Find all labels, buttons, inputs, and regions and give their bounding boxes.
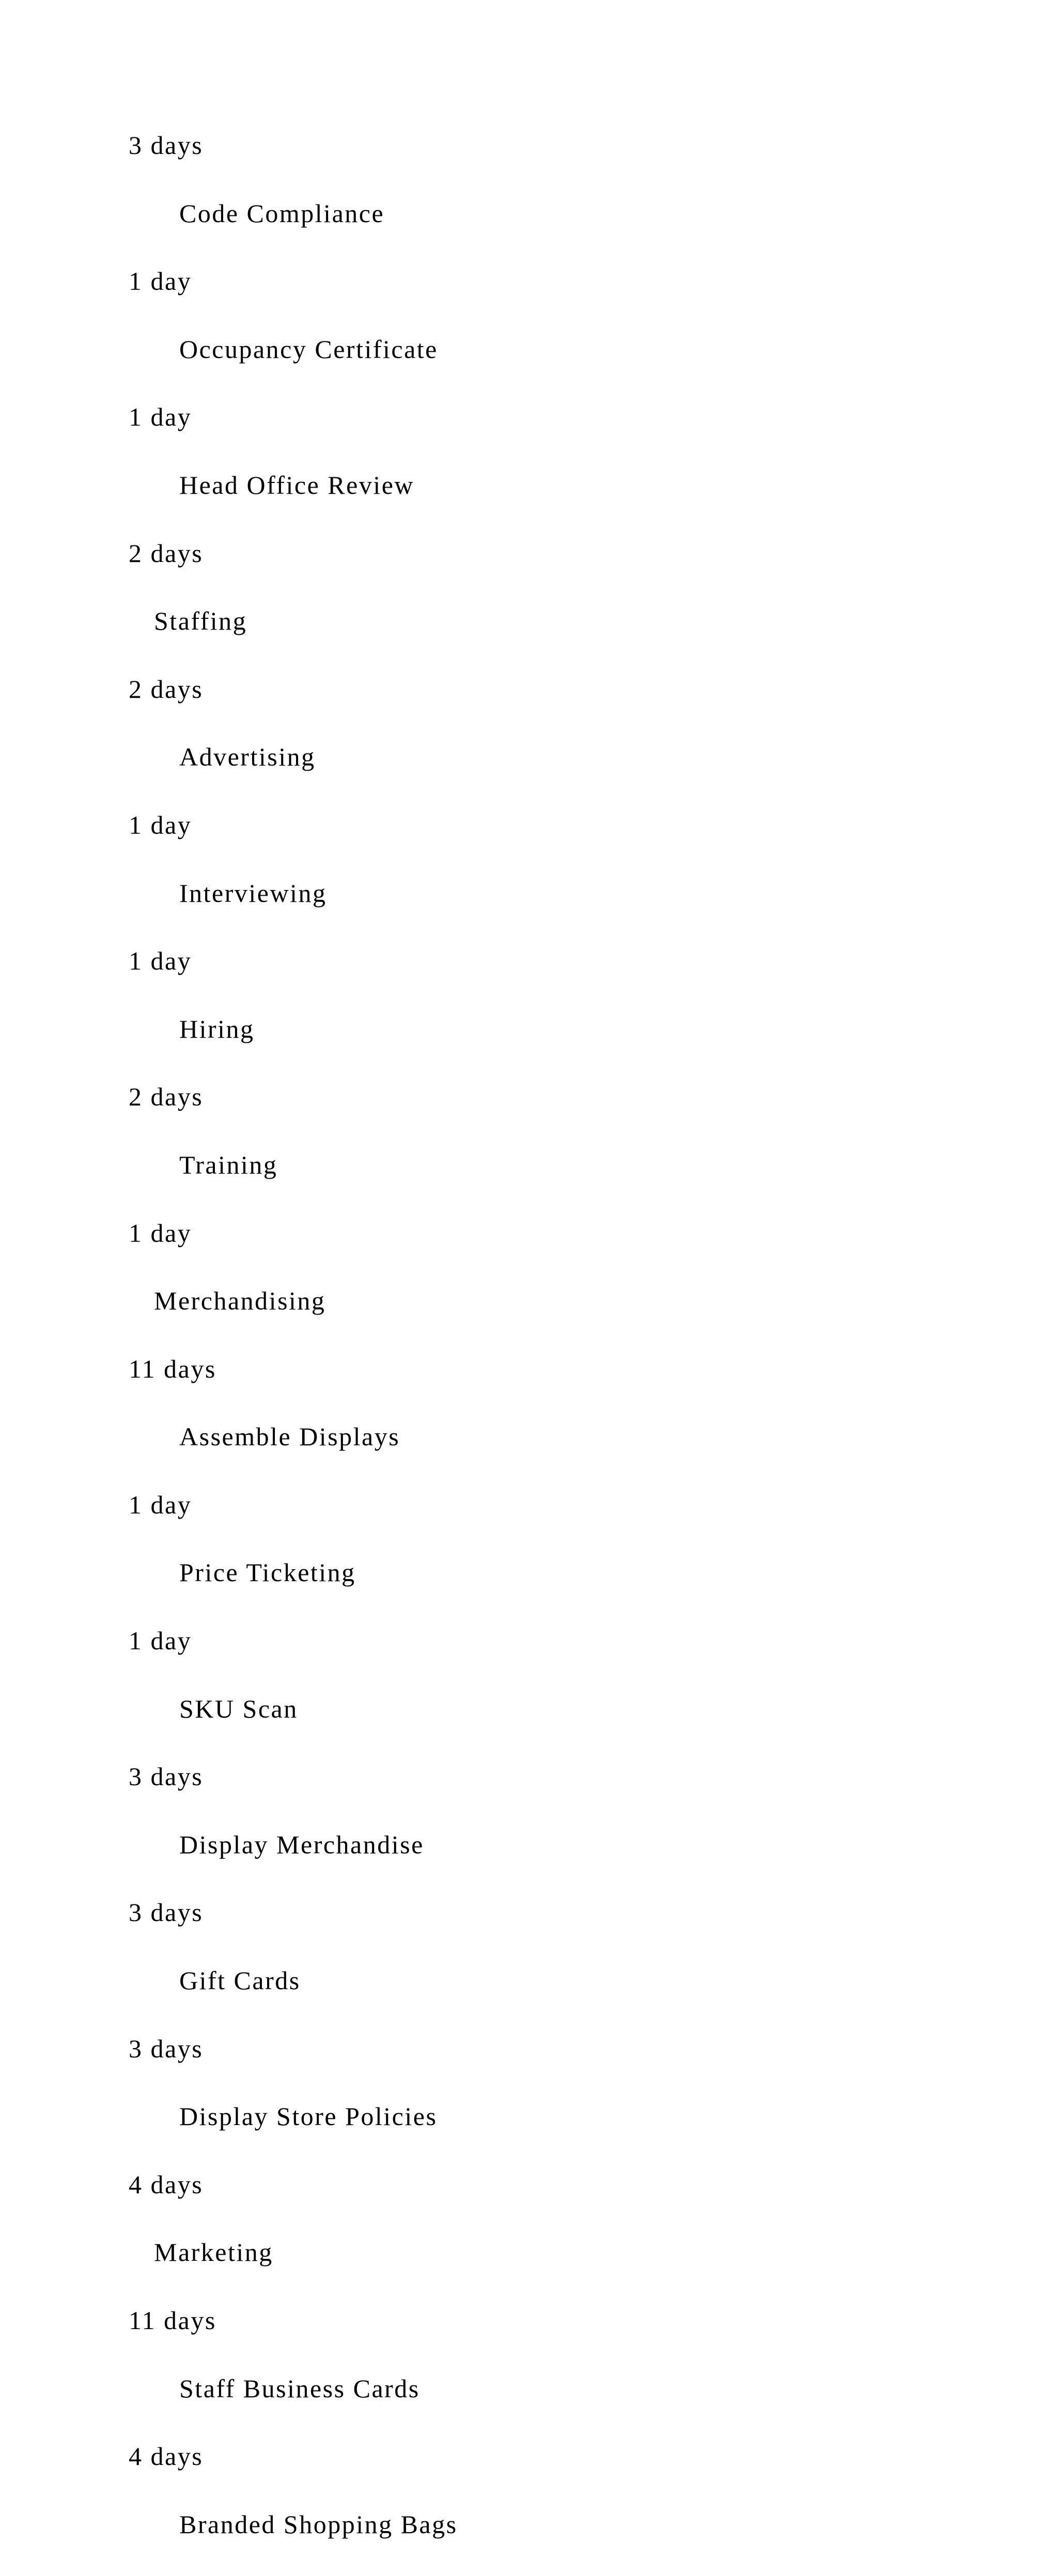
- duration-line: 3 days: [129, 1898, 204, 1927]
- duration-line: 3 days: [129, 1762, 204, 1791]
- task-line: Training: [179, 1150, 278, 1179]
- task-line: Price Ticketing: [179, 1558, 356, 1587]
- duration-line: 2 days: [129, 538, 204, 568]
- task-line: Display Store Policies: [179, 2102, 438, 2131]
- duration-line: 4 days: [129, 2169, 204, 2199]
- duration-line: 2 days: [129, 674, 204, 704]
- duration-line: 1 day: [129, 1218, 192, 1247]
- duration-line: 1 day: [129, 267, 192, 296]
- task-line: Staff Business Cards: [179, 2374, 420, 2403]
- task-line: Display Merchandise: [179, 1830, 424, 1859]
- duration-line: 1 day: [129, 402, 192, 432]
- task-line: Staffing: [154, 606, 247, 636]
- task-line: Interviewing: [179, 878, 327, 908]
- duration-line: 4 days: [129, 2442, 204, 2471]
- duration-line: 3 days: [129, 2034, 204, 2063]
- task-line: Advertising: [179, 742, 316, 772]
- task-line: Occupancy Certificate: [179, 334, 438, 364]
- duration-line: 1 day: [129, 810, 192, 839]
- document-lines: [0, 129, 1058, 2576]
- duration-line: 1 day: [129, 1626, 192, 1656]
- duration-line: 2 days: [129, 1082, 204, 1112]
- task-line: Gift Cards: [179, 1966, 301, 1995]
- task-line: Marketing: [154, 2238, 273, 2267]
- duration-line: 11 days: [129, 1354, 216, 1383]
- task-line: Branded Shopping Bags: [179, 2509, 458, 2539]
- task-line: Hiring: [179, 1014, 255, 1043]
- task-line: Head Office Review: [179, 470, 415, 499]
- duration-line: 11 days: [129, 2306, 216, 2335]
- task-line: Merchandising: [154, 1286, 326, 1316]
- task-line: Code Compliance: [179, 198, 385, 228]
- task-line: Assemble Displays: [179, 1422, 400, 1451]
- task-line: SKU Scan: [179, 1694, 298, 1723]
- duration-line: 1 day: [129, 946, 192, 976]
- duration-line: 3 days: [129, 131, 204, 160]
- duration-line: 1 day: [129, 1490, 192, 1519]
